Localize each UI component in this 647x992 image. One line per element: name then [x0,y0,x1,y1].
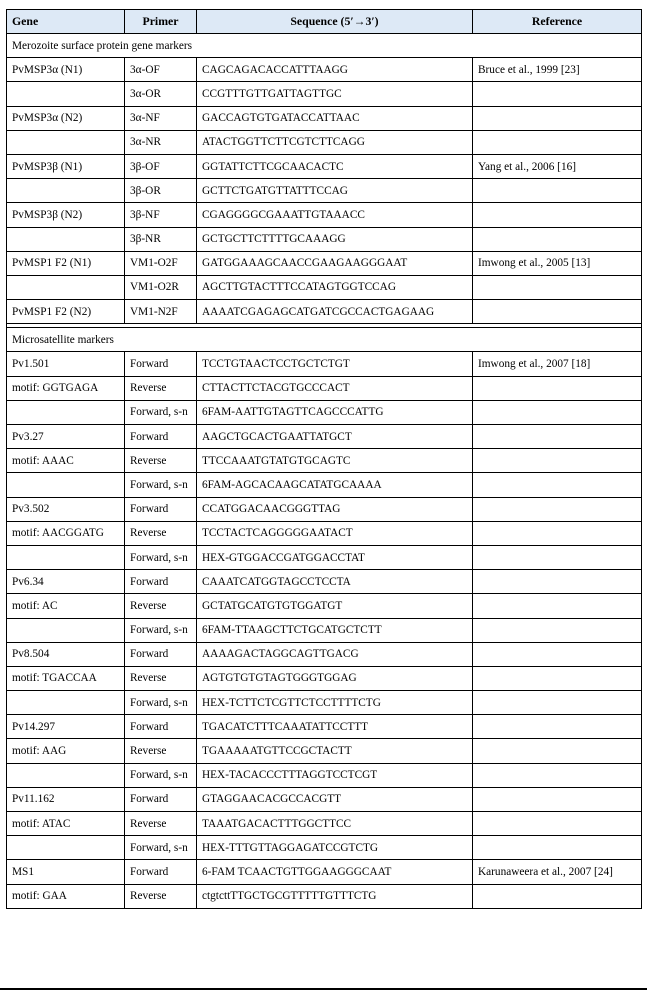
cell-gene: motif: AAG [7,739,125,763]
section-title-row [7,34,642,58]
cell-reference [473,836,642,860]
cell-sequence: 6FAM-TTAAGCTTCTGCATGCTCTT [197,618,473,642]
cell-reference: Imwong et al., 2007 [18] [473,352,642,376]
table-row [7,618,642,642]
primer-table [6,9,642,909]
cell-sequence: CGAGGGGCGAAATTGTAAACC [197,203,473,227]
table-row [7,594,642,618]
table-row [7,812,642,836]
table-row [7,179,642,203]
cell-reference [473,179,642,203]
cell-primer: Forward, s-n [125,618,197,642]
cell-gene [7,275,125,299]
cell-sequence: CTTACTTCTACGTGCCCACT [197,376,473,400]
cell-gene: motif: AACGGATG [7,521,125,545]
cell-gene [7,691,125,715]
table-row [7,82,642,106]
cell-sequence: AAAAGACTAGGCAGTTGACG [197,642,473,666]
cell-gene [7,618,125,642]
cell-primer: Forward [125,642,197,666]
cell-sequence: HEX-GTGGACCGATGGACCTAT [197,545,473,569]
cell-sequence: CAGCAGACACCATTTAAGG [197,58,473,82]
cell-gene: PvMSP3α (N2) [7,106,125,130]
cell-reference [473,812,642,836]
cell-gene: Pv14.297 [7,715,125,739]
table-row [7,130,642,154]
cell-primer: Forward, s-n [125,763,197,787]
table-row [7,449,642,473]
cell-gene: motif: AAAC [7,449,125,473]
cell-reference [473,130,642,154]
table-row [7,739,642,763]
cell-primer: Reverse [125,521,197,545]
header-reference: Reference [473,10,642,34]
cell-gene: Pv3.27 [7,425,125,449]
header-gene: Gene [7,10,125,34]
cell-gene [7,82,125,106]
cell-reference [473,449,642,473]
section-title: Merozoite surface protein gene markers [7,34,642,58]
cell-sequence: 6FAM-AGCACAAGCATATGCAAAA [197,473,473,497]
cell-reference [473,497,642,521]
cell-primer: Reverse [125,376,197,400]
table-row [7,227,642,251]
table-row [7,545,642,569]
cell-gene: PvMSP1 F2 (N1) [7,251,125,275]
cell-primer: VM1-O2F [125,251,197,275]
cell-primer: Forward [125,352,197,376]
cell-primer: Forward [125,570,197,594]
cell-gene: Pv8.504 [7,642,125,666]
cell-gene: motif: AC [7,594,125,618]
cell-gene: Pv6.34 [7,570,125,594]
cell-reference [473,82,642,106]
cell-reference [473,106,642,130]
cell-reference [473,203,642,227]
cell-sequence: TGAAAAATGTTCCGCTACTT [197,739,473,763]
cell-gene [7,473,125,497]
cell-reference [473,300,642,324]
cell-gene: motif: ATAC [7,812,125,836]
cell-primer: 3β-NF [125,203,197,227]
cell-gene [7,836,125,860]
cell-primer: VM1-N2F [125,300,197,324]
cell-primer: Reverse [125,739,197,763]
table-row [7,666,642,690]
cell-gene: motif: TGACCAA [7,666,125,690]
cell-primer: Reverse [125,594,197,618]
cell-reference [473,691,642,715]
cell-sequence: ctgtcttTTGCTGCGTTTTTGTTTCTG [197,884,473,908]
cell-primer: 3β-NR [125,227,197,251]
cell-sequence: TGACATCTTTCAAATATTCCTTT [197,715,473,739]
cell-sequence: TCCTGTAACTCCTGCTCTGT [197,352,473,376]
cell-reference: Imwong et al., 2005 [13] [473,251,642,275]
cell-primer: Reverse [125,449,197,473]
table-row [7,400,642,424]
cell-reference: Bruce et al., 1999 [23] [473,58,642,82]
cell-gene [7,130,125,154]
cell-reference [473,594,642,618]
cell-sequence: CCGTTTGTTGATTAGTTGC [197,82,473,106]
cell-reference [473,425,642,449]
cell-reference [473,473,642,497]
header-sequence: Sequence (5′→3′) [197,10,473,34]
cell-primer: Forward [125,860,197,884]
cell-sequence: GCTGCTTCTTTTGCAAAGG [197,227,473,251]
table-row [7,884,642,908]
table-row [7,154,642,178]
cell-sequence: ATACTGGTTCTTCGTCTTCAGG [197,130,473,154]
cell-primer: Forward [125,715,197,739]
cell-reference: Karunaweera et al., 2007 [24] [473,860,642,884]
cell-sequence: GGTATTCTTCGCAACACTC [197,154,473,178]
table-row [7,106,642,130]
cell-reference [473,400,642,424]
table-row [7,203,642,227]
bottom-rule [0,988,647,990]
cell-primer: Forward, s-n [125,545,197,569]
cell-primer: Forward [125,425,197,449]
cell-reference [473,666,642,690]
header-row [7,10,642,34]
table-row [7,473,642,497]
table-row [7,860,642,884]
cell-sequence: AAAATCGAGAGCATGATCGCCACTGAGAAG [197,300,473,324]
cell-primer: 3α-OF [125,58,197,82]
cell-primer: Reverse [125,884,197,908]
cell-sequence: HEX-TTTGTTAGGAGATCCGTCTG [197,836,473,860]
table-row [7,425,642,449]
table-row [7,300,642,324]
cell-reference [473,618,642,642]
cell-primer: Reverse [125,666,197,690]
cell-sequence: 6FAM-AATTGTAGTTCAGCCCATTG [197,400,473,424]
cell-primer: 3α-NF [125,106,197,130]
table-row [7,352,642,376]
cell-reference [473,884,642,908]
cell-primer: Reverse [125,812,197,836]
table-row [7,58,642,82]
table-row [7,642,642,666]
cell-primer: VM1-O2R [125,275,197,299]
cell-sequence: HEX-TCTTCTCGTTCTCCTTTTCTG [197,691,473,715]
cell-sequence: CCATGGACAACGGGTTAG [197,497,473,521]
cell-sequence: AGCTTGTACTTTCCATAGTGGTCCAG [197,275,473,299]
cell-reference: Yang et al., 2006 [16] [473,154,642,178]
cell-gene [7,763,125,787]
cell-sequence: AGTGTGTGTAGTGGGTGGAG [197,666,473,690]
cell-sequence: TCCTACTCAGGGGGAATACT [197,521,473,545]
cell-reference [473,227,642,251]
cell-reference [473,376,642,400]
cell-gene: motif: GGTGAGA [7,376,125,400]
cell-gene: motif: GAA [7,884,125,908]
cell-reference [473,739,642,763]
cell-sequence: HEX-TACACCCTTTAGGTCCTCGT [197,763,473,787]
cell-primer: 3α-NR [125,130,197,154]
table-row [7,691,642,715]
cell-gene [7,227,125,251]
table-row [7,836,642,860]
cell-sequence: CAAATCATGGTAGCCTCCTA [197,570,473,594]
cell-sequence: TTCCAAATGTATGTGCAGTC [197,449,473,473]
cell-sequence: GCTATGCATGTGTGGATGT [197,594,473,618]
section-title: Microsatellite markers [7,328,642,352]
table-row [7,376,642,400]
cell-sequence: 6-FAM TCAACTGTTGGAAGGGCAAT [197,860,473,884]
cell-gene: PvMSP3α (N1) [7,58,125,82]
header-primer: Primer [125,10,197,34]
table-row [7,275,642,299]
table-row [7,715,642,739]
cell-gene [7,179,125,203]
cell-primer: Forward, s-n [125,400,197,424]
cell-primer: Forward [125,787,197,811]
cell-reference [473,642,642,666]
table-row [7,787,642,811]
cell-primer: Forward, s-n [125,691,197,715]
cell-gene [7,545,125,569]
cell-gene: Pv11.162 [7,787,125,811]
cell-reference [473,275,642,299]
cell-reference [473,570,642,594]
cell-reference [473,715,642,739]
cell-sequence: AAGCTGCACTGAATTATGCT [197,425,473,449]
cell-sequence: GATGGAAAGCAACCGAAGAAGGGAAT [197,251,473,275]
cell-primer: 3β-OF [125,154,197,178]
cell-primer: 3α-OR [125,82,197,106]
table-row [7,763,642,787]
cell-gene [7,400,125,424]
cell-gene: Pv1.501 [7,352,125,376]
cell-primer: 3β-OR [125,179,197,203]
table-row [7,521,642,545]
cell-sequence: GACCAGTGTGATACCATTAAC [197,106,473,130]
cell-sequence: GTAGGAACACGCCACGTT [197,787,473,811]
cell-gene: PvMSP1 F2 (N2) [7,300,125,324]
cell-primer: Forward [125,497,197,521]
cell-primer: Forward, s-n [125,836,197,860]
cell-reference [473,763,642,787]
table-row [7,570,642,594]
cell-primer: Forward, s-n [125,473,197,497]
cell-reference [473,521,642,545]
cell-sequence: GCTTCTGATGTTATTTCCAG [197,179,473,203]
cell-gene: PvMSP3β (N2) [7,203,125,227]
cell-gene: PvMSP3β (N1) [7,154,125,178]
table-row [7,497,642,521]
cell-gene: MS1 [7,860,125,884]
section-title-row [7,328,642,352]
cell-sequence: TAAATGACACTTTGGCTTCC [197,812,473,836]
cell-reference [473,787,642,811]
table-row [7,251,642,275]
cell-gene: Pv3.502 [7,497,125,521]
cell-reference [473,545,642,569]
